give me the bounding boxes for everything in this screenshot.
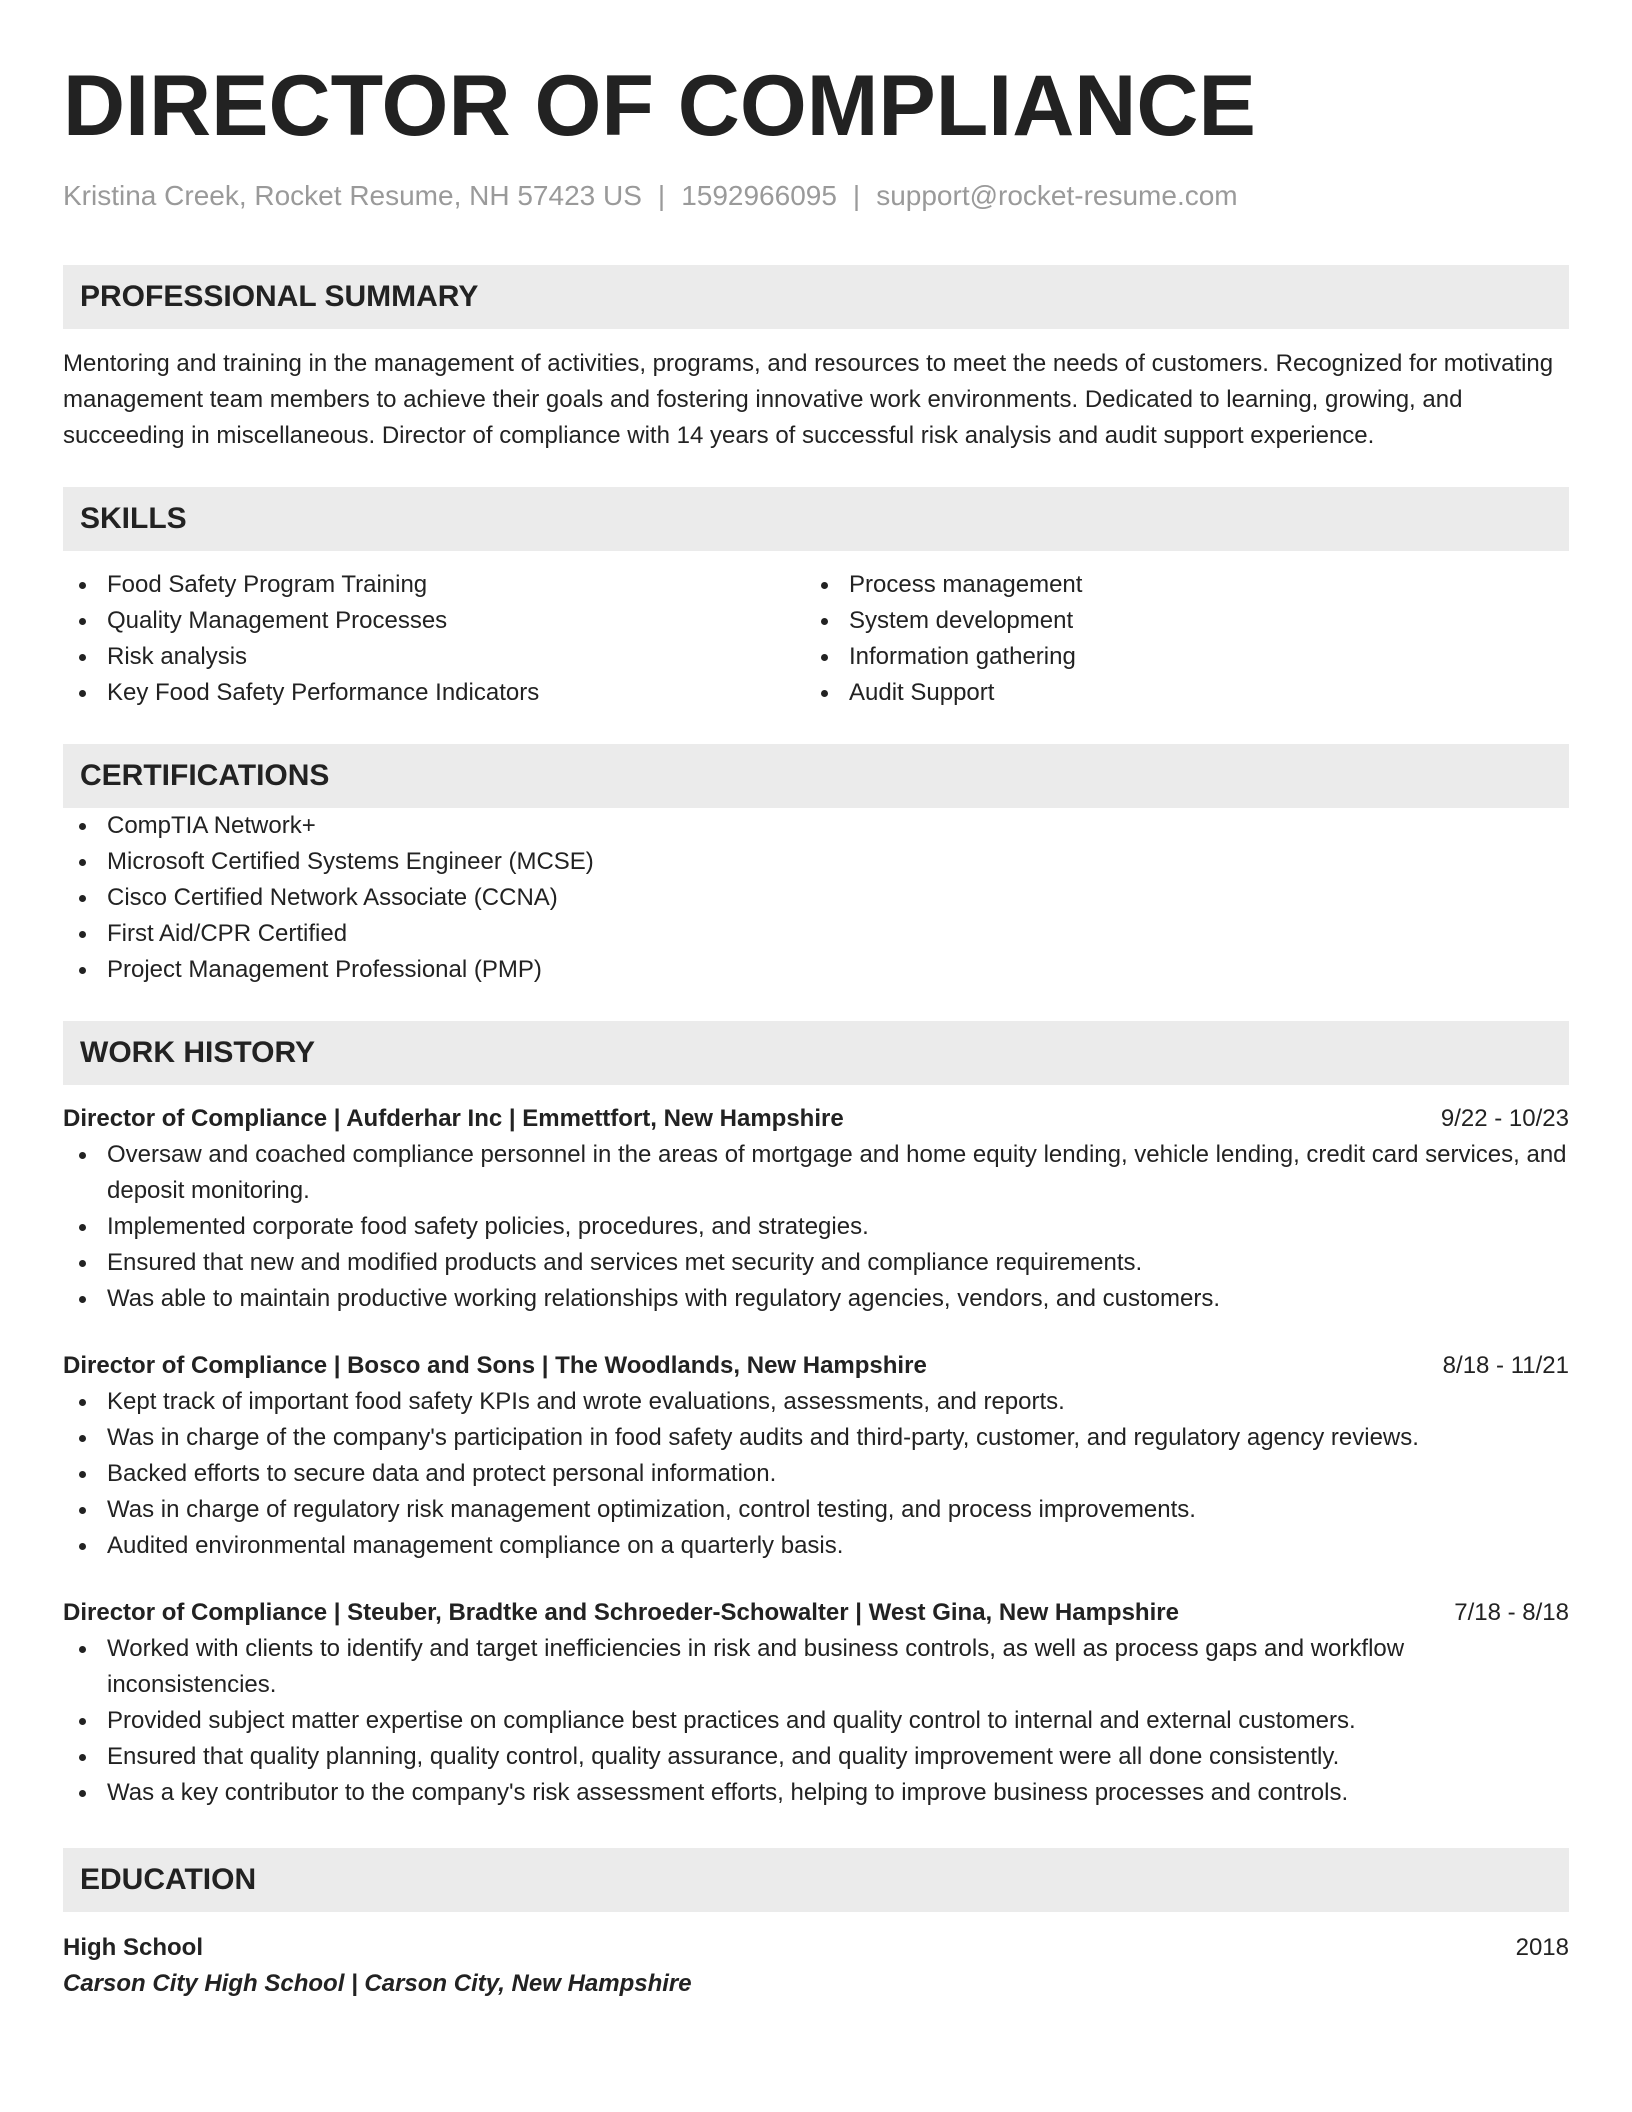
- skills-column-right: [805, 567, 1547, 711]
- job-dates: 9/22 - 10/23: [1440, 1105, 1569, 1132]
- job-bullet: Ensured that new and modified products and services met security and compliance requirements.: [63, 1245, 1569, 1281]
- contact-phone: 1592966095: [681, 180, 837, 211]
- certification-item: Project Management Professional (PMP): [63, 952, 1569, 988]
- job-title: Director of Compliance | Aufderhar Inc | Emmettfort, New Hampshire: [63, 1105, 844, 1132]
- certifications-section-header: CERTIFICATIONS: [63, 744, 1569, 808]
- job-bullet: Was a key contributor to the company's risk assessment efforts, helping to improve business processes and controls.: [63, 1775, 1569, 1811]
- skills-list-right: [805, 567, 1547, 711]
- work-history-section-header: WORK HISTORY: [63, 1021, 1569, 1085]
- job-entry: [63, 1348, 1569, 1564]
- skill-item: Information gathering: [805, 639, 1547, 675]
- resume-title: DIRECTOR OF COMPLIANCE: [63, 58, 1256, 154]
- education-section-header: EDUCATION: [63, 1848, 1569, 1912]
- skill-item: Audit Support: [805, 675, 1547, 711]
- skills-section-header: SKILLS: [63, 487, 1569, 551]
- job-title: Director of Compliance | Bosco and Sons | The Woodlands, New Hampshire: [63, 1352, 927, 1379]
- job-bullets: [63, 1137, 1569, 1317]
- summary-text: Mentoring and training in the management of activities, programs, and resources to meet the needs of customers. Recognized for motivating management team members to achieve their goals and fostering innovative work environments. Dedicated to learning, growing, and succeeding in miscellaneous. Director of compliance with 14 years of successful risk analysis and audit support experience.: [63, 350, 1554, 449]
- skills-grid: [63, 567, 1569, 711]
- certification-item: Cisco Certified Network Associate (CCNA): [63, 880, 1569, 916]
- education-school: Carson City High School | Carson City, New Hampshire: [63, 1970, 692, 1997]
- job-dates: 7/18 - 8/18: [1454, 1599, 1569, 1626]
- skill-item: Food Safety Program Training: [63, 567, 805, 603]
- education-header: [63, 1930, 1569, 1966]
- job-header: [63, 1101, 1569, 1137]
- job-bullet: Oversaw and coached compliance personnel in the areas of mortgage and home equity lending, vehicle lending, credit card services, and deposit monitoring.: [63, 1137, 1569, 1209]
- skills-list-left: [63, 567, 805, 711]
- job-header: [63, 1595, 1569, 1631]
- job-bullet: Implemented corporate food safety policies, procedures, and strategies.: [63, 1209, 1569, 1245]
- certification-item: CompTIA Network+: [63, 808, 1569, 844]
- education-degree: High School: [63, 1934, 203, 1961]
- job-entry: [63, 1595, 1569, 1811]
- job-bullet: Kept track of important food safety KPIs and wrote evaluations, assessments, and reports.: [63, 1384, 1569, 1420]
- contact-email: support@rocket-resume.com: [876, 180, 1238, 211]
- education-entry: [63, 1930, 1569, 2002]
- summary-section-header: PROFESSIONAL SUMMARY: [63, 265, 1569, 329]
- job-bullet: Audited environmental management compliance on a quarterly basis.: [63, 1528, 1569, 1564]
- certification-item: First Aid/CPR Certified: [63, 916, 1569, 952]
- job-bullets: [63, 1384, 1569, 1564]
- skill-item: Key Food Safety Performance Indicators: [63, 675, 805, 711]
- job-dates: 8/18 - 11/21: [1442, 1352, 1569, 1379]
- skill-item: System development: [805, 603, 1547, 639]
- job-bullets: [63, 1631, 1569, 1811]
- certifications-list: [63, 808, 1569, 988]
- contact-separator: |: [657, 180, 666, 211]
- contact-line: [63, 178, 1569, 214]
- job-bullet: Was able to maintain productive working relationships with regulatory agencies, vendors, and customers.: [63, 1281, 1569, 1317]
- job-entry: [63, 1101, 1569, 1317]
- job-bullet: Was in charge of the company's participation in food safety audits and third-party, customer, and regulatory agency reviews.: [63, 1420, 1569, 1456]
- skill-item: Quality Management Processes: [63, 603, 805, 639]
- job-bullet: Provided subject matter expertise on compliance best practices and quality control to internal and external customers.: [63, 1703, 1569, 1739]
- contact-address: Kristina Creek, Rocket Resume, NH 57423 US: [63, 180, 642, 211]
- job-bullet: Worked with clients to identify and target inefficiencies in risk and business controls, as well as process gaps and workflow inconsistencies.: [63, 1631, 1569, 1703]
- skill-item: Risk analysis: [63, 639, 805, 675]
- job-bullet: Ensured that quality planning, quality control, quality assurance, and quality improvement were all done consistently.: [63, 1739, 1569, 1775]
- skill-item: Process management: [805, 567, 1547, 603]
- job-bullet: Backed efforts to secure data and protect personal information.: [63, 1456, 1569, 1492]
- education-year: 2018: [1515, 1934, 1569, 1961]
- job-header: [63, 1348, 1569, 1384]
- job-bullet: Was in charge of regulatory risk management optimization, control testing, and process improvements.: [63, 1492, 1569, 1528]
- contact-separator: |: [852, 180, 861, 211]
- skills-column-left: [63, 567, 805, 711]
- certification-item: Microsoft Certified Systems Engineer (MCSE): [63, 844, 1569, 880]
- job-title: Director of Compliance | Steuber, Bradtke and Schroeder-Schowalter | West Gina, New Hampshire: [63, 1599, 1179, 1626]
